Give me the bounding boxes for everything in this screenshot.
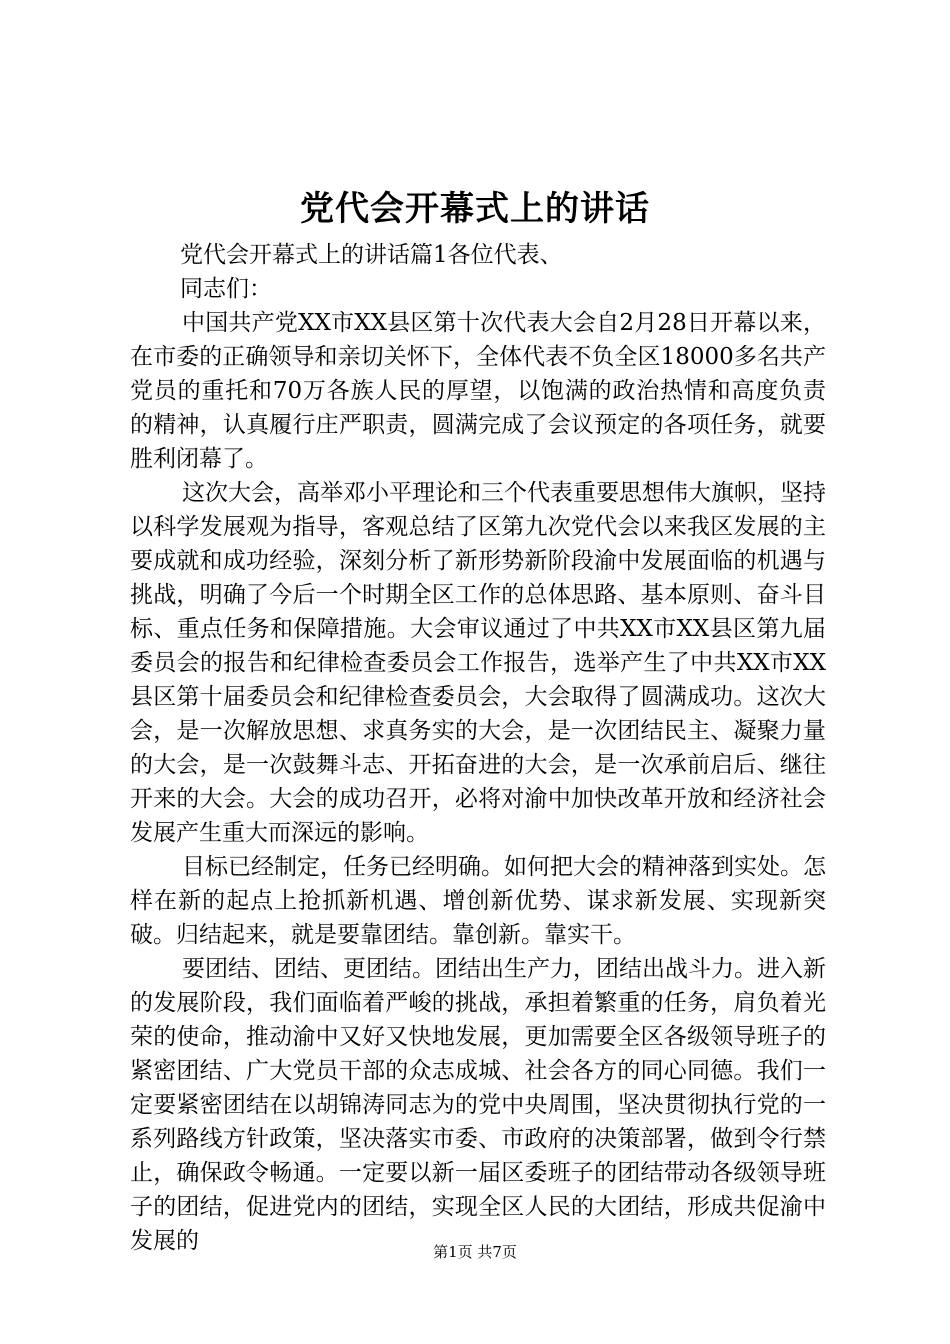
paragraph-2: 这次大会，高举邓小平理论和三个代表重要思想伟大旗帜，坚持以科学发展观为指导，客观总结了区第九次党代会以来我区发展的主要成就和成功经验，深刻分析了新形势新阶段渝中发展面临的机遇与挑战，明确了今后一个时期全区工作的总体思路、基本原则、奋斗目标、重点任务和保障措施。大会审议通过了中共XX市XX县区第九届委员会的报告和纪律检查委员会工作报告，选举产生了中共XX市XX县区第十届委员会和纪律检查委员会，大会取得了圆满成功。这次大会，是一次解放思想、求真务实的大会，是一次团结民主、凝聚力量的大会，是一次鼓舞斗志、开拓奋进的大会，是一次承前启后、继往开来的大会。大会的成功召开，必将对渝中加快改革开放和经济社会发展产生重大而深远的影响。 (130, 480, 826, 846)
paragraph-1: 中国共产党XX市XX县区第十次代表大会自2月28日开幕以来，在市委的正确领导和亲切关怀下，全体代表不负全区18000多名共产党员的重托和70万各族人民的厚望，以饱满的政治热情和高度负责的精神，认真履行庄严职责，圆满完成了会议预定的各项任务，就要胜利闭幕了。 (130, 310, 826, 472)
page-footer: 第1页 共7页 (433, 1243, 517, 1261)
intro-line: 党代会开幕式上的讲话篇1各位代表、 (180, 242, 563, 268)
document-title: 党代会开幕式上的讲话 (300, 189, 650, 229)
paragraph-4: 要团结、团结、更团结。团结出生产力，团结出战斗力。进入新的发展阶段，我们面临着严峻的挑战，承担着繁重的任务，肩负着光荣的使命，推动渝中又好又快地发展，更加需要全区各级领导班子的紧密团结、广大党员干部的众志成城、社会各方的同心同德。我们一定要紧密团结在以胡锦涛同志为的党中央周围，坚决贯彻执行党的一系列路线方针政策，坚决落实市委、市政府的决策部署，做到令行禁止，确保政令畅通。一定要以新一届区委班子的团结带动各级领导班子的团结，促进党内的团结，实现全区人民的大团结，形成共促渝中发展的 (130, 956, 826, 1254)
document-body (130, 238, 826, 1258)
paragraph-3: 目标已经制定，任务已经明确。如何把大会的精神落到实处。怎样在新的起点上抢抓新机遇、增创新优势、谋求新发展、实现新突破。归结起来，就是要靠团结。靠创新。靠实干。 (130, 854, 826, 948)
salutation: 同志们： (180, 276, 272, 302)
